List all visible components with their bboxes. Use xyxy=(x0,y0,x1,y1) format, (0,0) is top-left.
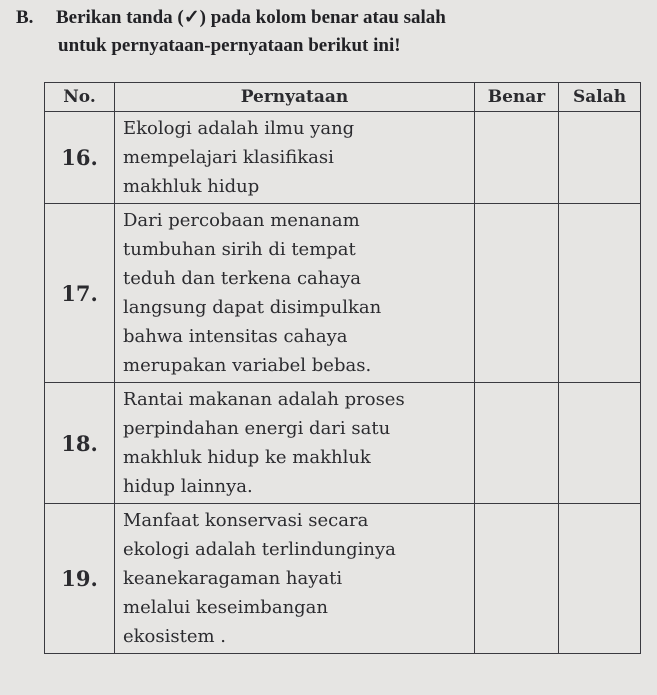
header-benar: Benar xyxy=(475,83,559,112)
benar-checkbox-cell[interactable] xyxy=(475,204,559,383)
table-row xyxy=(45,204,641,383)
true-false-table xyxy=(44,82,641,654)
header-row xyxy=(45,83,641,112)
header-no: No. xyxy=(45,83,115,112)
row-number: 18. xyxy=(45,383,115,504)
row-statement: Manfaat konservasi secara ekologi adalah terlindunginya keanekaragaman hayati melalui keseimbangan ekosistem . xyxy=(115,504,475,654)
table-row xyxy=(45,112,641,204)
row-number: 17. xyxy=(45,204,115,383)
row-number: 19. xyxy=(45,504,115,654)
instruction-heading xyxy=(16,4,646,60)
header-statement: Pernyataan xyxy=(115,83,475,112)
row-statement: Dari percobaan menanam tumbuhan sirih di tempat teduh dan terkena cahaya langsung dapat disimpulkan bahwa intensitas cahaya merupakan variabel bebas. xyxy=(115,204,475,383)
instruction-line-2: untuk pernyataan-pernyataan berikut ini! xyxy=(58,35,401,56)
header-salah: Salah xyxy=(559,83,641,112)
benar-checkbox-cell[interactable] xyxy=(475,383,559,504)
salah-checkbox-cell[interactable] xyxy=(559,504,641,654)
table-row xyxy=(45,504,641,654)
row-statement: Ekologi adalah ilmu yang mempelajari klasifikasi makhluk hidup xyxy=(115,112,475,204)
table-row xyxy=(45,383,641,504)
benar-checkbox-cell[interactable] xyxy=(475,504,559,654)
salah-checkbox-cell[interactable] xyxy=(559,383,641,504)
salah-checkbox-cell[interactable] xyxy=(559,204,641,383)
row-statement: Rantai makanan adalah proses perpindahan energi dari satu makhluk hidup ke makhluk hidup lainnya. xyxy=(115,383,475,504)
section-label: B. xyxy=(16,7,34,28)
salah-checkbox-cell[interactable] xyxy=(559,112,641,204)
instruction-line-1: Berikan tanda (✓) pada kolom benar atau salah xyxy=(56,7,446,28)
benar-checkbox-cell[interactable] xyxy=(475,112,559,204)
row-number: 16. xyxy=(45,112,115,204)
